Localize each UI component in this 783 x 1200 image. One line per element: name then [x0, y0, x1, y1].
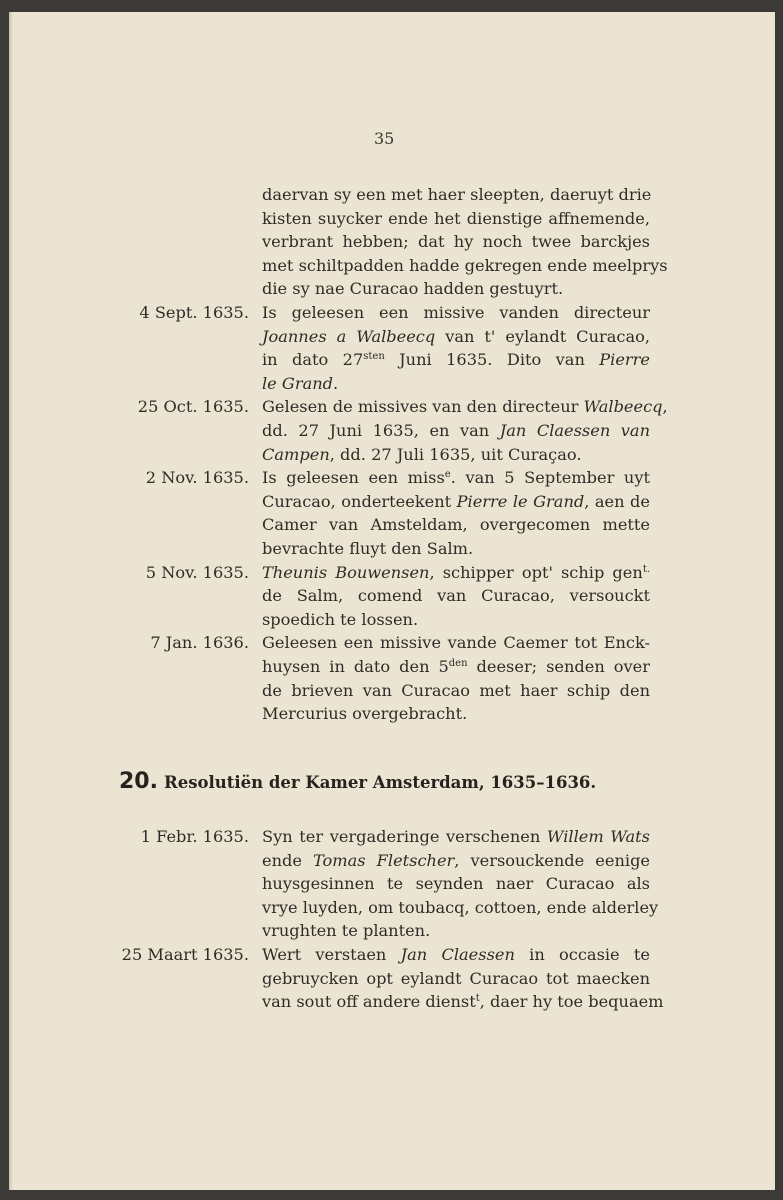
text-line: spoedich te lossen.	[262, 609, 419, 629]
text-span: , versouckende eenige	[454, 850, 651, 870]
italic-name: Jan Claessen van	[499, 421, 650, 440]
text-line	[262, 825, 650, 849]
text-line: daervan sy een met haer sleepten, daeruyt drie	[262, 185, 652, 204]
text-line	[262, 372, 650, 396]
text-line	[262, 655, 650, 679]
document-page	[9, 12, 775, 1190]
text-line	[262, 443, 650, 467]
text-line: de Salm, comend van Curacao, versouckt	[262, 586, 650, 606]
text-span: Syn ter vergaderinge verschenen	[262, 827, 547, 846]
text-line: Is geleesen een missive vanden directeur	[262, 303, 650, 322]
superscript: t	[475, 993, 480, 1005]
italic-name: Pierre le Grand	[456, 491, 585, 511]
section-number: 20.	[119, 769, 158, 794]
entry-date: 2 Nov. 1635.	[145, 468, 249, 488]
text-span: in occasie te	[514, 945, 650, 964]
text-line	[262, 466, 650, 490]
text-line	[262, 943, 650, 967]
entry-date: 25 Oct. 1635.	[137, 397, 249, 417]
italic-name: Jan Claessen	[400, 945, 515, 964]
text-span: .	[333, 373, 339, 393]
text-line	[262, 419, 650, 443]
text-span: huysen in dato den 5	[262, 657, 449, 676]
entry-date: 5 Nov. 1635.	[145, 562, 249, 582]
text-span: Wert verstaen	[262, 945, 401, 964]
text-line: vrye luyden, om toubacq, cottoen, ende alderley	[262, 897, 659, 917]
entry-date: 1 Febr. 1635.	[140, 827, 249, 846]
italic-name: le Grand	[262, 373, 334, 393]
text-line: vrughten te planten.	[262, 921, 431, 941]
text-line: bevrachte fluyt den Salm.	[262, 539, 474, 558]
entry-date: 25 Maart 1635.	[121, 945, 249, 964]
entry-date: 7 Jan. 1636.	[150, 633, 249, 653]
text-span: deeser; senden over	[467, 657, 650, 676]
text-span: , schipper opt' schip gen	[429, 562, 643, 582]
text-line: Geleesen een missive vande Caemer tot Enck-	[262, 633, 650, 653]
superscript: e	[444, 469, 451, 481]
text-span: in dato 27	[262, 350, 364, 370]
page-number: 35	[374, 129, 395, 148]
text-span: dd. 27 Juni 1635, en van	[262, 421, 500, 440]
italic-name: Walbeecq	[583, 397, 663, 417]
text-line: gebruycken opt eylandt Curacao tot maecken	[262, 968, 650, 988]
text-span: , daer hy toe bequaem	[479, 992, 664, 1012]
text-span: . van 5 September uyt	[450, 468, 650, 488]
entries	[9, 12, 775, 1190]
italic-name: Willem Wats	[546, 827, 650, 846]
text-line: die sy nae Curacao hadden gestuyrt.	[262, 279, 564, 299]
text-line: verbrant hebben; dat hy noch twee barckjes	[262, 232, 650, 252]
text-span: ,	[662, 397, 668, 417]
text-span: , aen de	[584, 491, 650, 511]
italic-name: Joannes a Walbeecq	[262, 326, 436, 346]
text-line: kisten suycker ende het dienstige affnemende,	[262, 208, 650, 228]
text-line	[262, 395, 668, 419]
superscript: t.	[642, 563, 651, 575]
text-line	[262, 325, 650, 349]
text-line: met schiltpadden hadde gekregen ende meelprys	[262, 255, 668, 275]
text-line: Mercurius overgebracht.	[262, 704, 468, 724]
text-line	[262, 348, 650, 372]
text-span: Gelesen de missives van den directeur	[262, 397, 584, 417]
text-span: , dd. 27 Juli 1635, uit Curaçao.	[329, 444, 582, 464]
entry-date: 4 Sept. 1635.	[139, 303, 249, 322]
text-line	[262, 490, 650, 514]
text-span: ende	[262, 850, 314, 870]
italic-name: Theunis Bouwensen	[262, 562, 430, 582]
text-span: Curacao, onderteekent	[262, 491, 457, 511]
text-line	[262, 990, 664, 1014]
section-heading	[119, 769, 650, 794]
italic-name: Campen	[262, 444, 330, 464]
italic-name: Tomas Fletscher	[313, 850, 455, 870]
text-line	[262, 849, 650, 873]
superscript: den	[448, 658, 468, 669]
text-span: Juni 1635. Dito van	[384, 350, 600, 370]
text-span: Is geleesen een miss	[262, 468, 445, 488]
text-span: van sout off andere dienst	[262, 992, 476, 1012]
text-line: huysgesinnen te seynden naer Curacao als	[262, 874, 650, 894]
text-line: de brieven van Curacao met haer schip den	[262, 680, 650, 700]
text-span: van t' eylandt Curacao,	[435, 326, 650, 346]
text-line: Camer van Amsteldam, overgecomen mette	[262, 515, 650, 535]
section-title-text: Resolutiën der Kamer Amsterdam, 1635–1636.	[163, 773, 597, 792]
text-line	[262, 561, 650, 585]
italic-name: Pierre	[599, 350, 650, 370]
superscript: sten	[363, 351, 385, 363]
